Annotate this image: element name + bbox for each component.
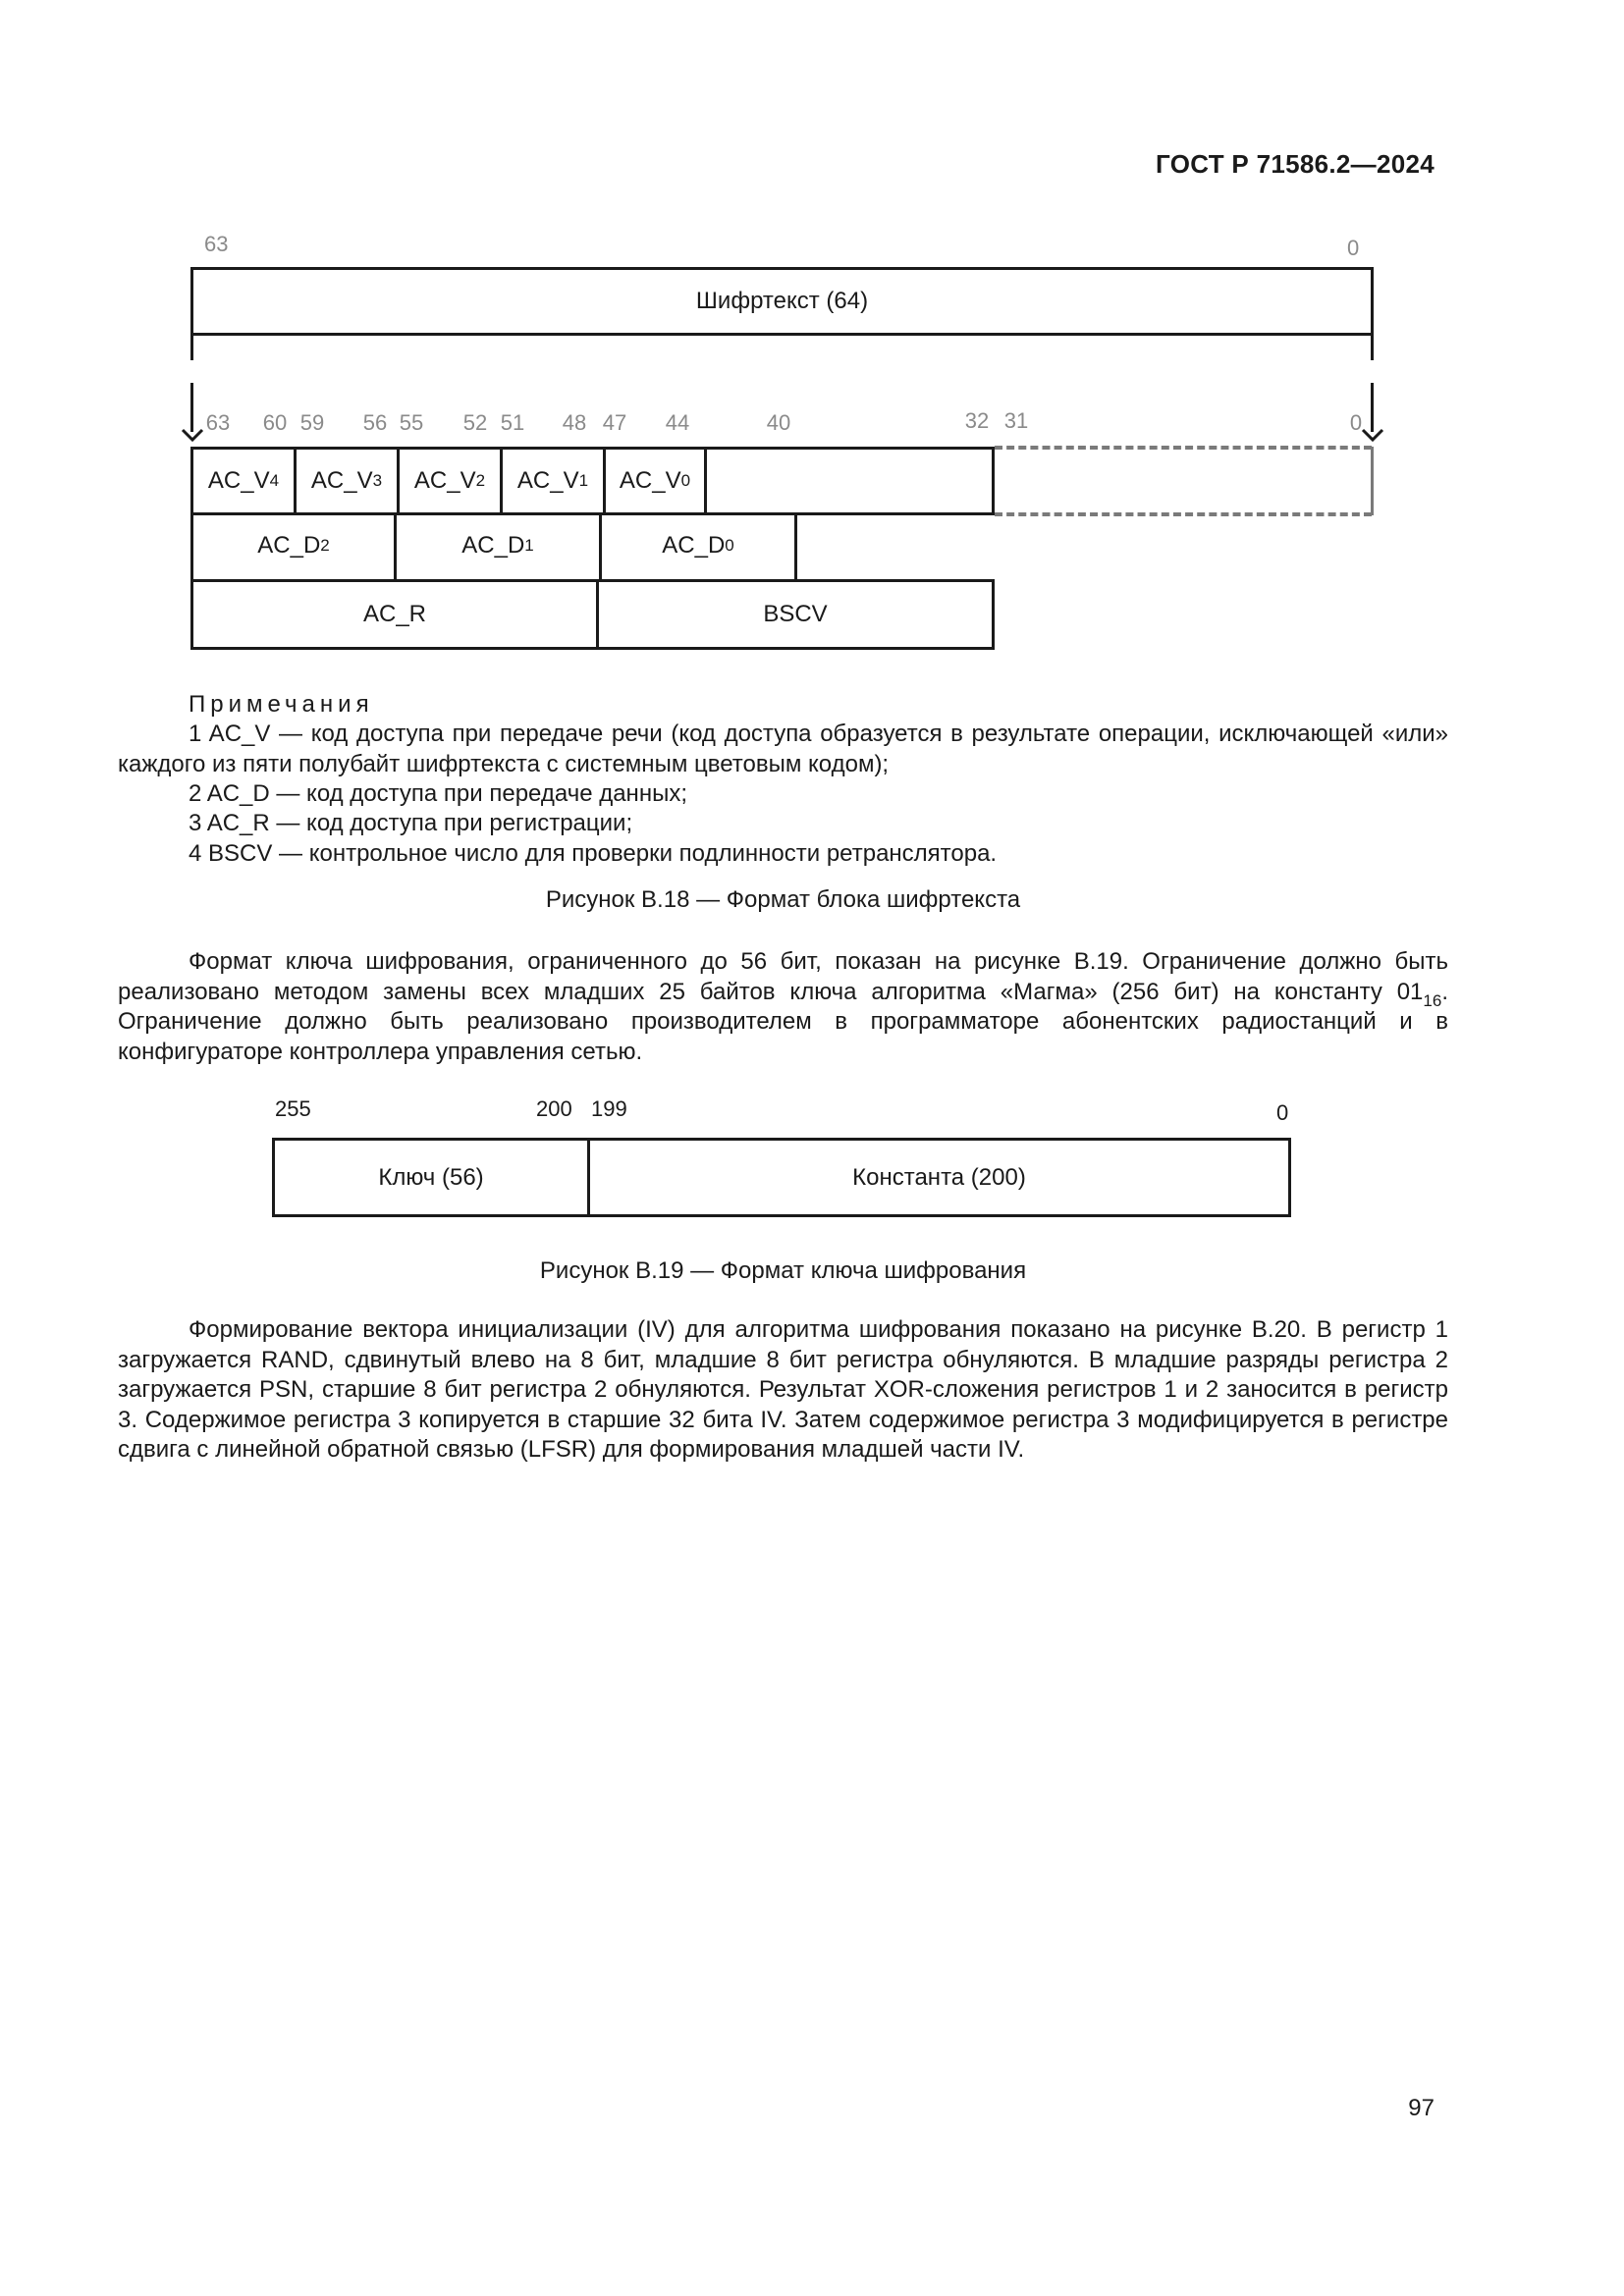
cell-ac-d2: AC_D 2	[193, 512, 397, 579]
bit-label-255: 255	[275, 1096, 311, 1121]
key-format-box	[272, 1138, 1291, 1217]
cell-ac-v4: AC_V 4	[193, 450, 297, 512]
row-ac-d	[190, 512, 797, 582]
note-item-4: 4 BSCV — контрольное число для проверки подлинности ретранслятора.	[189, 840, 998, 867]
dashed-top-line	[995, 446, 1372, 450]
bit-label: 40	[766, 410, 791, 435]
cell-ac-r: AC_R	[193, 582, 599, 647]
notes-heading: Примечания	[189, 691, 374, 718]
arrow-down-left-icon	[180, 426, 205, 446]
ciphertext-box	[190, 267, 1374, 336]
row-ac-v	[190, 447, 995, 515]
bit-label: 60	[262, 410, 288, 435]
bit-label: 44	[665, 410, 690, 435]
bit-label: 31	[1003, 408, 1029, 433]
bit-label: 55	[399, 410, 424, 435]
bit-label: 56	[362, 410, 388, 435]
document-header: ГОСТ Р 71586.2—2024	[1156, 149, 1435, 179]
connector-right-lower	[1371, 383, 1374, 432]
cell-ac-v1: AC_V 1	[503, 450, 606, 512]
page-number: 97	[1408, 2095, 1435, 2121]
paragraph-key-format: Формат ключа шифрования, ограниченного до 56 бит, показан на рисунке В.19. Ограничение должно быть реализовано методом замены всех младших 25 байтов ключа алгоритма «Магма» (256 бит) на константу $01_{16}$. Ограничение должно быть реализовано производителем в программаторе абонентских радиостанций и в конфигураторе контроллера управления сетью.	[118, 948, 1448, 1065]
figure-19-caption: Рисунок В.19 — Формат ключа шифрования	[539, 1257, 1027, 1284]
dashed-right-edge	[1371, 447, 1374, 515]
bit-label: 48	[562, 410, 587, 435]
bit-label-199: 199	[591, 1096, 627, 1121]
cell-ac-v3: AC_V 3	[297, 450, 400, 512]
cell-reserved	[707, 450, 992, 512]
cell-ac-d0: AC_D 0	[662, 532, 734, 559]
cell-ac-d1: AC_D 1	[397, 512, 602, 579]
bit-label-200: 200	[536, 1096, 572, 1121]
note-item-2: 2 AC_D — код доступа при передаче данных;	[189, 780, 687, 807]
dashed-bottom-line	[995, 512, 1372, 516]
ciphertext-label: Шифртекст (64)	[695, 288, 869, 314]
row-ac-r-bscv	[190, 579, 995, 650]
connector-left-upper	[190, 336, 193, 360]
bit-label: 51	[500, 410, 525, 435]
bit-label-63-top: 63	[204, 232, 229, 256]
cell-constant: Константа (200)	[852, 1163, 1026, 1191]
cell-ac-v0: AC_V 0	[606, 450, 707, 512]
arrow-down-right-icon	[1360, 426, 1385, 446]
bit-label: 47	[602, 410, 627, 435]
paragraph-iv-formation: Формирование вектора инициализации (IV) для алгоритма шифрования показано на рисунке В.20. В регистр 1 загружается RAND, сдвинутый влево на 8 бит, младшие 8 бит регистра обнуляются. В младшие разряды регистра 2 загружается PSN, старшие 8 бит регистра 2 обнуляются. Результат XOR-сложения регистров 1 и 2 заносится в регистр 3. Содержимое регистра 3 копируется в старшие 32 бита IV. Затем содержимое регистра 3 модифицируется в регистре сдвига с линейной обратной связью (LFSR) для формирования младшей части IV.	[118, 1316, 1448, 1463]
connector-left-lower	[190, 383, 193, 432]
bit-label: 0	[1349, 410, 1363, 435]
bit-label: 52	[462, 410, 488, 435]
bit-label-0: 0	[1276, 1100, 1289, 1125]
bit-label: 59	[299, 410, 325, 435]
bit-label: 32	[964, 408, 990, 433]
note-item-1: 1 AC_V — код доступа при передаче речи (код доступа образуется в результате операции, исключающей «или» каждого из пяти полубайт шифртекста с системным цветовым кодом);	[118, 721, 1448, 777]
bit-label-0-top: 0	[1347, 236, 1360, 260]
cell-bscv: BSCV	[763, 601, 828, 627]
note-item-3: 3 AC_R — код доступа при регистрации;	[189, 810, 633, 836]
cell-key: Ключ (56)	[275, 1141, 590, 1214]
connector-right-upper	[1371, 336, 1374, 360]
cell-ac-v2: AC_V 2	[400, 450, 503, 512]
bit-label: 63	[205, 410, 231, 435]
figure-18-caption: Рисунок В.18 — Формат блока шифртекста	[545, 886, 1021, 913]
